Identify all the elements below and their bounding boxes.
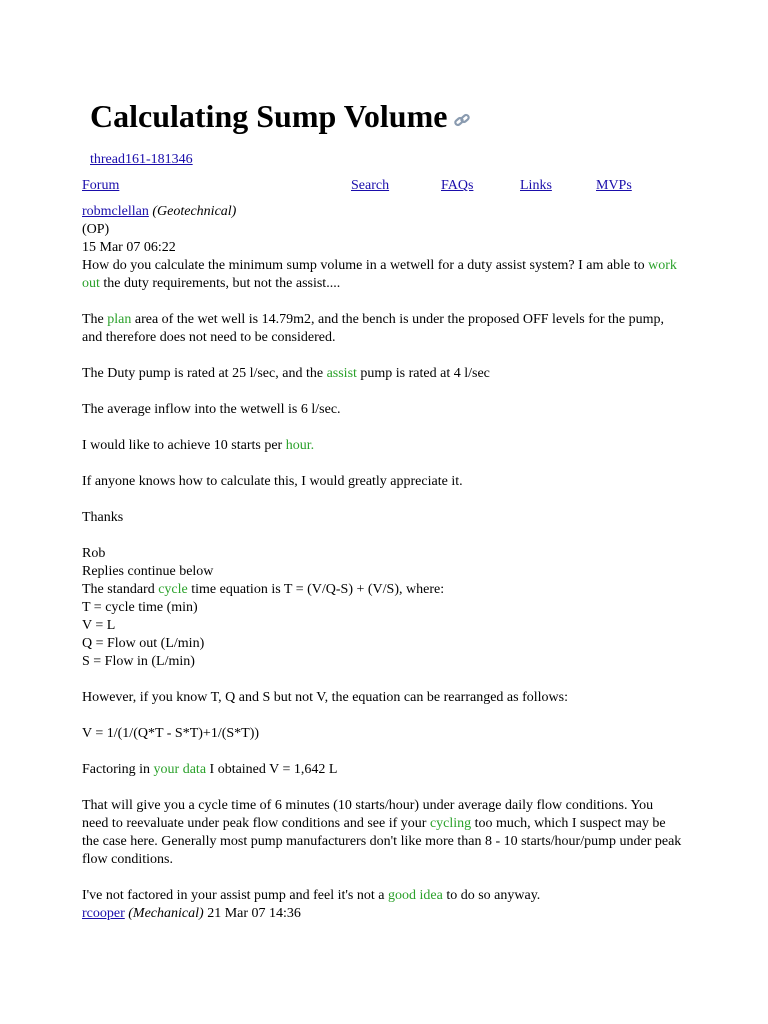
thread-post <box>82 203 682 923</box>
reply-line-3: V = L <box>82 618 116 633</box>
reply-paragraph-2: However, if you know T, Q and S but not V, the equation can be rearranged as follows: <box>82 690 568 705</box>
text: I would like to achieve 10 starts per <box>82 438 286 453</box>
text: too much, which I suspect may be the case here. Generally most pump manufacturers don't like more than 8 - 10 starts/hour/pump under peak flow conditions. <box>82 816 682 867</box>
spacer <box>82 707 682 725</box>
keyword-link[interactable]: assist <box>326 366 357 381</box>
op-date: 15 Mar 07 06:22 <box>82 240 176 255</box>
reply-author-link[interactable]: rcooper <box>82 906 125 921</box>
text: The standard <box>82 582 159 597</box>
op-author-link[interactable]: robmclellan <box>82 204 149 219</box>
forum-nav <box>82 177 682 195</box>
spacer <box>82 869 682 887</box>
text: pump is rated at 4 l/sec <box>356 366 490 381</box>
text: to do so anyway. <box>442 888 541 903</box>
page-title-text: Calculating Sump Volume <box>90 98 448 134</box>
text: the duty requirements, but not the assist.... <box>99 276 341 291</box>
nav-mvps-link[interactable]: MVPs <box>596 178 632 193</box>
replies-label: Replies continue below <box>82 564 214 579</box>
op-paragraph-4: The average inflow into the wetwell is 6 l/sec. <box>82 402 341 417</box>
op-paragraph-6: If anyone knows how to calculate this, I would greatly appreciate it. <box>82 474 463 489</box>
nav-faqs-link[interactable]: FAQs <box>441 178 474 193</box>
text: The <box>82 312 108 327</box>
keyword-link[interactable]: cycling <box>429 816 472 831</box>
text: I obtained V = 1,642 L <box>206 762 338 777</box>
reply-author-line <box>82 905 682 923</box>
op-paragraph-5 <box>82 437 682 455</box>
op-author-line <box>82 203 682 221</box>
reply-line-5: S = Flow in (L/min) <box>82 654 195 669</box>
keyword-link[interactable]: work out <box>82 258 677 291</box>
reply-line-2: T = cycle time (min) <box>82 600 198 615</box>
spacer <box>82 455 682 473</box>
spacer <box>82 779 682 797</box>
keyword-link[interactable]: your data <box>153 762 207 777</box>
keyword-link[interactable]: cycle <box>158 582 188 597</box>
spacer <box>82 293 682 311</box>
text: How do you calculate the minimum sump volume in a wetwell for a duty assist system? I am able to <box>82 258 649 273</box>
reply-paragraph-4 <box>82 761 682 779</box>
op-tag: (OP) <box>82 222 110 237</box>
op-paragraph-3 <box>82 365 682 383</box>
keyword-link[interactable]: plan <box>107 312 132 327</box>
text: Factoring in <box>82 762 154 777</box>
spacer <box>82 419 682 437</box>
reply-paragraph-6 <box>82 887 682 905</box>
spacer <box>82 671 682 689</box>
reply-date: 21 Mar 07 14:36 <box>207 906 301 921</box>
op-paragraph-2 <box>82 311 682 347</box>
reply-paragraph-5 <box>82 797 682 869</box>
spacer <box>82 383 682 401</box>
spacer <box>82 527 682 545</box>
op-author-dept: (Geotechnical) <box>152 204 237 219</box>
keyword-link[interactable]: good idea <box>387 888 443 903</box>
text: time equation is T = (V/Q-S) + (V/S), where: <box>187 582 445 597</box>
page-title <box>90 96 471 136</box>
text: I've not factored in your assist pump and feel it's not a <box>82 888 388 903</box>
spacer <box>82 743 682 761</box>
nav-forum-link[interactable]: Forum <box>82 178 120 193</box>
text: area of the wet well is 14.79m2, and the bench is under the proposed OFF levels for the pump, and therefore does not need to be considered. <box>82 312 665 345</box>
reply-author-dept: (Mechanical) <box>128 906 204 921</box>
nav-links-link[interactable]: Links <box>520 178 552 193</box>
keyword-link[interactable]: hour. <box>285 438 315 453</box>
reply-line-4: Q = Flow out (L/min) <box>82 636 205 651</box>
thread-id-link[interactable]: thread161-181346 <box>90 152 193 167</box>
spacer <box>82 347 682 365</box>
reply-line-1 <box>82 581 682 599</box>
op-paragraph-1 <box>82 257 682 293</box>
reply-equation: V = 1/(1/(Q*T - S*T)+1/(S*T)) <box>82 726 260 741</box>
nav-search-link[interactable]: Search <box>351 178 390 193</box>
spacer <box>82 491 682 509</box>
link-icon[interactable] <box>453 111 471 129</box>
text: That will give you a cycle time of 6 minutes (10 starts/hour) under average daily flow conditions. You need to reevaluate under peak flow conditions and see if your <box>82 798 654 831</box>
op-paragraph-7: Thanks <box>82 510 124 525</box>
text: The Duty pump is rated at 25 l/sec, and the <box>82 366 327 381</box>
op-signature: Rob <box>82 546 106 561</box>
